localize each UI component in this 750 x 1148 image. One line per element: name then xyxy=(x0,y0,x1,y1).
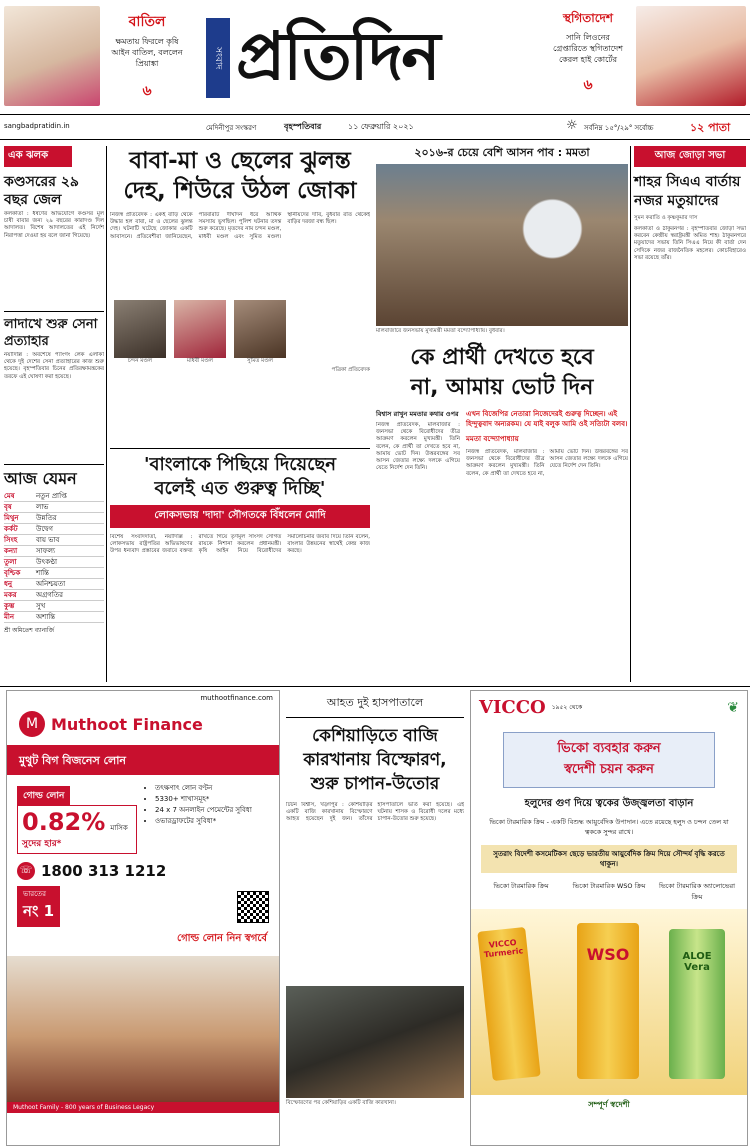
blast-caption: বিস্ফোরণের পর কেশিয়াড়ির একটি বাজি কারখানা। xyxy=(286,1100,396,1106)
vicco-sub: হলুদের গুণ দিয়ে ত্বকের উজ্জ্বলতা বাড়ান xyxy=(524,798,694,809)
vicco-tube-1[interactable] xyxy=(477,927,540,1081)
vicco-ad[interactable] xyxy=(470,690,748,1146)
column-rule xyxy=(106,146,107,682)
vicco-label-3: ভিকো টারমারিক অ্যালোভেরা ক্রিম xyxy=(658,882,735,901)
left-teaser-title: বাতিল xyxy=(128,14,166,30)
muthoot-url[interactable]: muthootfinance.com xyxy=(200,694,273,702)
rashi-text: নতুন প্রাপ্তি xyxy=(36,492,67,500)
vicco-headline-box xyxy=(503,732,715,788)
ek-jhalak-badge: এক ঝলক xyxy=(4,146,72,167)
rashi-text: অশান্তি xyxy=(36,613,56,621)
vicco-headline-1: ভিকো ব্যবহার করুন xyxy=(557,741,661,756)
divider xyxy=(4,464,104,465)
lead-body: নিজস্ব প্রতিবেদক : একই বাড়ি থেকে উদ্ধার হল বাবা, মা ও ছেলের ঝুলন্ত দেহ। ঘটনাটি ঘটেছে জোকার একটি আবাসনে। প্রতিবেশীরা জানিয়েছেন, পরিবারটি দীর্ঘদিন ধরে আর্থিক সমস্যায় ভুগছিল। পুলিশ ঘটনার তদন্ত শুরু করেছে। মৃতদের নাম চন্দন মণ্ডল, মাধবী মণ্ডল এবং সুমিত মণ্ডল। স্থানীয়দের দাবি, বুধবার রাত থেকেই বাড়ির দরজা বন্ধ ছিল। xyxy=(110,212,370,240)
blast-photo xyxy=(286,986,464,1098)
vicco-products xyxy=(471,909,747,1095)
rashi-text: অনিশ্চয়তা xyxy=(36,580,66,588)
keshiary-kicker: আহত দুই হাসপাতালে xyxy=(286,690,464,718)
rashi-sign: মিথুন xyxy=(4,514,19,522)
vicco-tube-2[interactable] xyxy=(577,923,639,1079)
rally-caption: মালবাজারে জনসভায় মুখ্যমন্ত্রী মমতা বন্দ্যোপাধ্যায়। বুধবার। xyxy=(376,328,505,334)
lead-caption-2: মাধবী মণ্ডল xyxy=(187,358,213,364)
rashi-sign: সিংহ xyxy=(4,536,18,544)
rashi-row xyxy=(4,557,104,568)
right-teaser-title: স্থগিতাদেশ xyxy=(563,11,613,25)
mamata-headline-1[interactable]: কে প্রার্থী দেখতে হবে xyxy=(410,345,594,370)
rashi-sign: বৃশ্চিক xyxy=(4,569,21,577)
sun-icon: ☼ xyxy=(566,118,578,133)
story1-body: কলকাতা : ধর্ষণের অভিযোগে কণ্ডসর মূল চাষী বাবার জন্য ২৯ বছরের কারাদণ্ড দিল আদালত। বিশেষ আদালতের এই নির্দেশ নিরাপত্তা দেওয়া হয় বলে জানা গিয়েছে। xyxy=(4,211,104,239)
shah-byline: সুমন করাতি ও কৃষ্ণকুমার দাস xyxy=(634,215,698,221)
muthoot-brand: Muthoot Finance xyxy=(51,714,203,734)
rashi-list xyxy=(4,491,104,623)
keshiary-body: টিটন বিশ্বাস, খড়্গপুর : কেশিয়াড়ির একটি বাজি কারখানায় বিস্ফোরণে আহত হয়েছেন দুই জন। তাঁদের হাসপাতালে ভর্তি করা হয়েছে। এই ঘটনায় শাসক ও বিরোধী দলের মধ্যে চাপান-উতোর শুরু হয়েছে। xyxy=(286,802,464,823)
muthoot-logo xyxy=(19,711,279,737)
left-teaser[interactable] xyxy=(106,10,188,108)
shah-body: কলকাতা ও ঠাকুরনগর : বৃহস্পতিবার জোড়া সভা করবেন কেন্দ্রীয় স্বরাষ্ট্রমন্ত্রী অমিত শাহ। ঠাকুরনগরে মতুয়াদের সভায় তিনি সিএএ নিয়ে কী বার্তা দেন সেদিকে নজর রাজনৈতিক মহলের। কোচবিহারেও সভা রয়েছে তাঁর। xyxy=(634,226,746,261)
mamata-body: নিজস্ব প্রতিবেদক, মালবাজার : জনসভা থেকে বিরোধীদের তীব্র আক্রমণ করলেন মুখ্যমন্ত্রী। তিনি বলেন, কে প্রার্থী তা দেখতে হবে না, আমায় ভোট দিন। উত্তরবঙ্গের সব আসন জেতার লক্ষ্যে দলকে এগিয়ে যেতে নির্দেশ দেন তিনি। xyxy=(376,422,460,472)
rate: 0.82% xyxy=(22,808,106,836)
right-teaser-page: ৬ xyxy=(583,77,593,93)
weather: সর্বনিম্ন ১৫°/২৯° সর্বোচ্চ xyxy=(584,124,654,132)
site-url[interactable]: sangbadpratidin.in xyxy=(4,122,70,130)
mamata-sub: বিশ্বাস রাখুন মমতার কথার ওপর xyxy=(376,410,459,418)
rashi-row xyxy=(4,513,104,524)
gold-label: গোল্ড লোন xyxy=(17,786,70,805)
mamata-byline: মমতা বন্দ্যোপাধ্যায় xyxy=(466,435,519,443)
vicco-label-2: ভিকো টারমারিক WSO ক্রিম xyxy=(572,882,646,890)
rashi-text: উদ্বেগ xyxy=(36,525,54,533)
muthoot-point: • ওভারড্রাফটের সুবিধা* xyxy=(155,816,252,827)
muthoot-title: মুথুট বিগ বিজনেস লোন xyxy=(19,754,126,767)
muthoot-ad[interactable] xyxy=(6,690,280,1146)
rashi-text: সাফল্য xyxy=(36,547,56,555)
muthoot-title-bar xyxy=(7,745,279,775)
rate-unit: মাসিক xyxy=(110,824,128,832)
modi-headline-2[interactable]: বলেই এত গুরুত্ব দিচ্ছি' xyxy=(154,478,326,499)
rashi-sign: মকর xyxy=(4,591,17,599)
keshiary-headline-2[interactable]: কারখানায় বিস্ফোরণ, xyxy=(303,750,447,770)
rashi-text: উৎকণ্ঠা xyxy=(36,558,57,566)
rashi-text: বায় ভাব xyxy=(36,536,60,544)
rank-prefix: ভারতের xyxy=(23,890,47,898)
rank-badge xyxy=(17,886,60,927)
muthoot-tagline: গোল্ড লোন নিন স্বগর্বে xyxy=(177,933,267,944)
mamata-kicker[interactable]: ২০১৬-র চেয়ে বেশি আসন পাব : মমতা xyxy=(414,146,590,159)
lead-caption-1: চন্দন মণ্ডল xyxy=(127,358,153,364)
vicco-tube-1-label: VICCO Turmeric xyxy=(483,937,524,960)
lead-photo-2 xyxy=(174,300,226,358)
vicco-body: ভিকো টারমারিক ক্রিম - একটি বিশুদ্ধ আয়ুর্বেদিক উপাদান। এতে রয়েছে হলুদ ও চন্দন তেল যা ত্বককে সুন্দর রাখে। xyxy=(489,818,729,836)
muthoot-logo-icon: M xyxy=(19,711,45,737)
left-teaser-page: ৬ xyxy=(142,83,152,99)
brand-logo[interactable] xyxy=(236,8,536,104)
muthoot-point: • তৎক্ষণাৎ লোন বণ্টন xyxy=(155,783,252,794)
muthoot-ad-photo xyxy=(7,956,279,1102)
keshiary-story xyxy=(286,690,464,1144)
rate-sub: সুদের হার* xyxy=(22,839,62,849)
brand-vertical xyxy=(206,18,230,98)
modi-story xyxy=(110,448,370,682)
vicco-tube-3[interactable] xyxy=(669,929,725,1079)
rashi-sign: কন্যা xyxy=(4,547,18,555)
left-teaser-text: ক্ষমতায় ফিরলে কৃষি আইন বাতিল, বললেন প্রিয়াঙ্কা xyxy=(111,37,183,68)
right-teaser-text: সানি লিওনের গ্রেপ্তারিতে স্থগিতাদেশ কেরল হাই কোর্টের xyxy=(553,33,623,64)
divider xyxy=(110,448,370,449)
qr-code-icon[interactable] xyxy=(237,891,269,923)
mamata-story xyxy=(376,146,628,682)
muthoot-point: • 5330+ শাখাসমূহ* xyxy=(155,794,252,805)
vicco-tube-2-label: WSO xyxy=(586,945,630,964)
divider xyxy=(4,311,104,312)
rashi-row xyxy=(4,579,104,590)
keshiary-headline-1[interactable]: কেশিয়াড়িতে বাজি xyxy=(312,726,438,746)
lead-story xyxy=(110,146,370,446)
rally-photo xyxy=(376,164,628,326)
rashi-row xyxy=(4,535,104,546)
rashi-text: সুখ xyxy=(36,602,46,610)
lead-photo-3 xyxy=(234,300,286,358)
left-column xyxy=(4,146,104,682)
edition: মেদিনীপুর সংস্করণ xyxy=(206,124,257,132)
rashi-sign: কুম্ভ xyxy=(4,602,15,610)
rashi-sign: ধনু xyxy=(4,580,13,588)
muthoot-point: • 24 x 7 অনলাইন পেমেন্টের সুবিধা xyxy=(155,805,252,816)
story2-title[interactable]: লাদাখে শুরু সেনা প্রত্যাহার xyxy=(4,317,98,349)
vicco-headline-2: স্বদেশী চয়ন করুন xyxy=(564,762,654,777)
vicco-since: ১৯৫২ থেকে xyxy=(551,704,583,711)
masthead xyxy=(0,0,750,142)
rashi-row xyxy=(4,568,104,579)
rank: নং 1 xyxy=(23,902,55,920)
brand-vertical-text: সংবাদ xyxy=(213,46,223,70)
modi-headline-1[interactable]: 'বাংলাকে পিছিয়ে দিয়েছেন xyxy=(143,454,337,475)
shah-headline[interactable]: শাহর সিএএ বার্তায় নজর মতুয়াদের xyxy=(634,174,741,209)
rashi-sign: মেষ xyxy=(4,492,15,500)
keshiary-headline-3[interactable]: শুরু চাপান-উতোর xyxy=(310,774,440,794)
date-bar xyxy=(0,114,750,140)
vicco-footer: সম্পূর্ণ স্বদেশী xyxy=(588,1100,630,1109)
vicco-banner: সুতরাং বিদেশী কসমেটিকস ছেড়ে ভারতীয় আয়ুর্বেদিক ক্রিম দিয়ে সৌন্দর্য বৃদ্ধি করতে থাকুন। xyxy=(481,845,737,873)
modi-body: বিশেষ সংবাদদাতা, নয়াদিল্লি : লোকসভায় রাষ্ট্রপতির অভিভাষণের উপর ধন্যবাদ প্রস্তাবের জবাবে বক্তব্য রাখতে গিয়ে তৃণমূল সাংসদ সৌগত রায়কে নিশানা করলেন প্রধানমন্ত্রী। কৃষি আইন নিয়ে বিরোধীদের সমালোচনার জবাব দিয়ে তিনি বলেন, বাংলার উন্নয়নের স্বার্থেই কেন্দ্র কাজ করছে। xyxy=(110,534,370,555)
day: বৃহস্পতিবার xyxy=(284,122,322,131)
modi-bar: লোকসভায় 'দাদা' সৌগতকে বিঁধলেন মোদি xyxy=(110,505,370,528)
sunny-photo xyxy=(636,6,746,106)
mamata-body-2: নিজস্ব প্রতিবেদক, মালবাজার : জনসভা থেকে বিরোধীদের তীব্র আক্রমণ করলেন মুখ্যমন্ত্রী। তিনি বলেন, কে প্রার্থী তা দেখতে হবে না, আমায় ভোট দিন। উত্তরবঙ্গের সব আসন জেতার লক্ষ্যে দলকে এগিয়ে যেতে নির্দেশ দেন তিনি। xyxy=(466,449,628,477)
rashi-row xyxy=(4,502,104,513)
rashi-row xyxy=(4,601,104,612)
mamata-headline-2[interactable]: না, আমায় ভোট দিন xyxy=(410,375,594,400)
vicco-label-1: ভিকো টারমারিক ক্রিম xyxy=(493,882,549,890)
lead-caption-3: সুমিত মণ্ডল xyxy=(247,358,273,364)
right-column xyxy=(634,146,746,682)
date: ১১ ফেব্রুয়ারি ২০২১ xyxy=(348,122,414,131)
story1-title[interactable]: কণ্ডসরের ২৯ বছর জেল xyxy=(4,174,80,208)
rashi-row xyxy=(4,491,104,502)
rashi-text: উন্নতির xyxy=(36,514,57,522)
column-rule xyxy=(630,146,631,682)
phone-icon: ☏ xyxy=(17,862,35,880)
muthoot-footer: Muthoot Family - 800 years of Business Legacy xyxy=(7,1102,279,1113)
rashi-row xyxy=(4,524,104,535)
vicco-brand: VICCO xyxy=(479,697,546,718)
rashi-sign: তুলা xyxy=(4,558,17,566)
rashi-sign: বৃষ xyxy=(4,503,12,511)
right-teaser[interactable] xyxy=(548,10,628,108)
rashi-text: অগ্রগতির xyxy=(36,591,63,599)
lead-headline-1[interactable]: বাবা-মা ও ছেলের ঝুলন্ত xyxy=(129,148,351,174)
mamata-quote: এখন বিজেপির নেতারা নিজেদেরই গুরুত্ব দিচ্ছেন। এই হিন্দুত্ববাদ অন্যরকম। যে যাই বলুক আমি ওই সত্যিটা বলব। xyxy=(466,410,628,428)
rashi-title: আজ যেমন xyxy=(4,469,77,488)
section-rule xyxy=(0,686,750,687)
brand-name: প্রতিদিন xyxy=(236,17,439,95)
pages: ১২ পাতা xyxy=(690,121,731,134)
vicco-tube-3-label: ALOE Vera xyxy=(682,951,712,973)
muthoot-points xyxy=(145,783,252,854)
jora-sabha-badge: আজ জোড়া সভা xyxy=(634,146,746,167)
rashi-sign: মীন xyxy=(4,613,15,621)
rashi-text: শান্তি xyxy=(36,569,49,577)
rashi-row xyxy=(4,612,104,623)
rashi-credit: শ্রী অমিতেশ ব্যানার্জি xyxy=(4,627,54,634)
rashi-row xyxy=(4,546,104,557)
leaf-icon: ❦ xyxy=(727,699,739,716)
lead-headline-2[interactable]: দেহ, শিউরে উঠল জোকা xyxy=(123,178,357,204)
lead-photo-1 xyxy=(114,300,166,358)
lead-byline: পত্রিকা প্রতিবেদক xyxy=(331,367,370,373)
story2-body: নয়াদিল্লি : অবশেষে প্যাংগং লেক এলাকা থেকে দুই দেশের সেনা প্রত্যাহারের কাজ শুরু হয়েছে। বৃহস্পতিবার চিনের প্রতিরক্ষামন্ত্রকের তরফে এই ঘোষণা করা হয়েছে। xyxy=(4,352,104,380)
rashi-row xyxy=(4,590,104,601)
rashi-text: লাভ xyxy=(36,503,49,511)
muthoot-phone[interactable]: 1800 313 1212 xyxy=(41,862,167,880)
rashi-sign: কর্কট xyxy=(4,525,18,533)
priyanka-photo xyxy=(4,6,100,106)
